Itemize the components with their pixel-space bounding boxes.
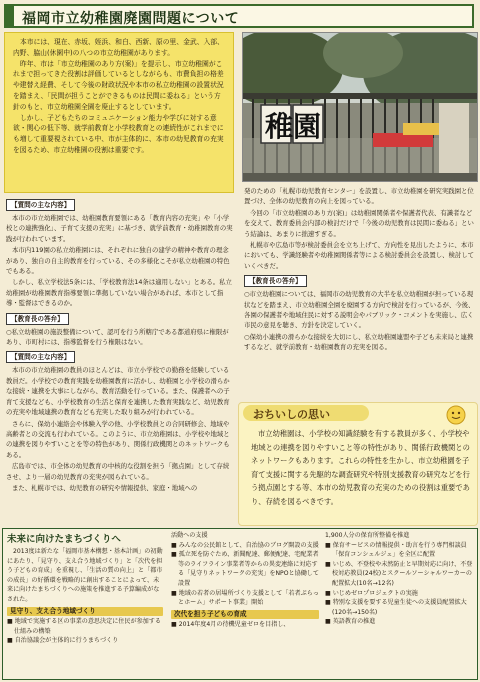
question-heading: 【質問の主な内容】 [6, 351, 75, 363]
question-paragraph: 本市内119園の私立幼稚園には、それぞれに独自の建学の精神や教育の理念があり、独自の自主的教育を行っている、その多様化こそが私立幼稚園の特色でもある。 [6, 246, 230, 276]
question-paragraph: 広島市では、市全体の幼児教育の中核的な役割を担う「拠点園」として存続させ、より一層の幼児教育の充実が図られている。 [6, 462, 230, 481]
page-title: 福岡市立幼稚園廃園問題について [22, 11, 240, 27]
section-bar: 次代を担う子どもの育成 [171, 610, 319, 620]
list-item: ■ いじめゼロプロジェクトの実施 [325, 589, 418, 597]
right-column [244, 186, 476, 354]
question-paragraph: しかし、私立学校法5条には、「学校教育法14条は適用しない」とある。私立幼稚園が幼稚園教育指導要領に準拠していない場合があれば、本市として指導・監督はできるのか。 [6, 278, 232, 308]
intro-paragraph: 昨年、市は「市立幼稚園のあり方(案)」を提示し、市立幼稚園がこれまで担ってきた役割は評価しているとしながらも、市費負担の格差や建替え経費、そして今後の財政状況や本市の私立幼稚園の設置状況を踏まえ、「民間が担うことができるものは民間に委ねる」という方針のもと、市立幼稚園全園を廃止するとしています。 [13, 59, 224, 111]
question-paragraph: 今回の「市立幼稚園のあり方(案)」は幼稚園関係者や保護者代表、有識者などを交えて、教育委員会内部の検討だけで「今後の幼児教育は民間に委ねる」という結論は、あまりに拙速すぎる。 [244, 208, 474, 238]
list-item: ■ 2014年度4月の待機児童ゼロを目指し、 [171, 621, 290, 629]
list-item: 活動への支援 [171, 532, 208, 539]
list-item: ■ 孤立死を防ぐため、新聞配達、郵便配達、宅配業者等のライフライン事業者等からの異変連絡に対応する「見守りネットワークの充実」をNPOと協働して設置 [171, 551, 319, 587]
answer-paragraph: ○保幼小連携の滑らかな接続を大切にし、私立幼稚園連盟や子ども未来局と連携するなど、就学前教育・幼稚園教育の充実を図る。 [244, 332, 474, 352]
opinion-body [251, 427, 471, 509]
future-heading: 未来に向けたまちづくりへ [7, 534, 121, 545]
list-item: ■ 地域の若者の居場所づくり支援として「若者ぷらっとホーム」サポート事業」開始 [171, 589, 319, 607]
question-paragraph: 札幌市や広島市等が検討委員会を立ち上げて、方向性を見出したように、本市においても、学識経験者や幼稚園関係者等による検討委員会を設置し、検討していくべきだ。 [244, 241, 475, 270]
list-item: ■ 保育サービスの情報提供・助言を行う専門相談員「保育コンシェルジュ」を全区に配置 [325, 541, 467, 559]
section-bar: 見守り、支え合う地域づくり [7, 607, 163, 617]
kindergarten-photo [242, 32, 478, 182]
left-column [6, 196, 234, 494]
question-paragraph: さらに、保幼小連絡会や体験入学の他、小学校教員との合同研修会、地域や高齢者との交流も行われている。このように、市立幼稚園は、小学校や地域との連携を図りやすいことを等の特色があり、関係行政機関とのネットワークもある。 [6, 419, 230, 459]
future-intro: 2013度は新たな「福岡市基本構想・基本計画」の初動にあたり、「見守り、支え合う地域づくり」と「次代を担う子どもの育成」を重視し、「生活の質の向上」と「都市の成長」の好循環を戦略的に創出することによって、未来に向けたまちづくりへの施策を推進する予算編成がなされた。 [7, 548, 163, 603]
intro-paragraph: 本市には、現在、赤坂、姪浜、和白、西新、原の里、金武、入部、内野、脇山(休園中)の八つの市立幼稚園があります。 [13, 38, 224, 57]
question-heading: 【質問の主な内容】 [6, 199, 75, 211]
title-accent-bar [6, 6, 14, 26]
list-item: ■ 地域で実施する区の事業の意思決定に住民が参加する仕組みの構築 [7, 618, 161, 635]
answer-heading: 【教育長の答弁】 [6, 313, 69, 325]
list-item: ■ 特別な支援を要する児童生徒への支援員配置拡大(120名→150名) [325, 599, 467, 616]
future-box [2, 528, 478, 680]
intro-box [4, 32, 234, 193]
opinion-paragraph: 市立幼稚園は、小学校の知識経験を有する教員が多く、小学校や地域との連携を図りやすいこと等の特性があり、関係行政機関とのネットワークもあります。これらの特性を生かし、市立幼稚園を子育て支援に関する先駆的な調査研究や特別支援教育の研究などを行う拠点園とする等、本市の幼児教育の充実のための役割は重要であり、存続を図るべきです。 [251, 429, 470, 506]
list-item: ■ みんなの公民館として、自治協のブログ開設の支援 [171, 541, 319, 549]
list-item: 1,900人分の保育所整備を推進 [325, 532, 410, 539]
sign-text: 稚園 [265, 110, 322, 143]
list-item: ■ いじめ、不登校や未然防止と早期対応に向け、不登校対応教員(24校)とスクールソーシャルワーカーの配置拡大(10名→12名) [325, 560, 473, 587]
answer-heading: 【教育長の答弁】 [244, 275, 307, 287]
answer-paragraph: ○私立幼稚園の施設整備について、認可を行う所轄庁である都道府県に権限があり、市町村には、指導監督を行う権限はない。 [6, 327, 229, 347]
opinion-heading-pill [243, 405, 369, 421]
list-item: ■ 英語教育の推進 [325, 618, 376, 626]
smiley-icon [443, 405, 469, 429]
future-left-column [7, 547, 163, 646]
list-item: ■ 自治協議会が主体的に行うまちづくり [7, 637, 119, 645]
future-middle-column [171, 531, 319, 630]
future-right-column [325, 531, 473, 627]
page-title-box [4, 4, 474, 28]
question-paragraph: また、札幌市では、幼児教育の研究や情報提供、家庭・地域への [12, 483, 198, 492]
opinion-box [238, 402, 478, 526]
opinion-title: おちいしの思い [253, 408, 330, 421]
question-paragraph: 本市の市立幼稚園では、幼稚園教育要領にある「教育内容の充実」や「小学校との連携強化」、子育て支援の充実」に基づき、就学前教育・幼稚園教育の実践が行われています。 [6, 214, 233, 243]
question-paragraph: 本市の市立幼稚園の教員のほとんどは、市立小学校での勤務を経験している教員だ。小学校での教育実践を幼稚園教育に活かし、幼稚園と小学校の滑らかな接続・連携を大事にしながら、教育活動を行っている。また、保護者への子育て支援なども、小学校教育の生活と保育を連携した教育実践など、幼児教育の充実や地域連携の教育なども充実した取り組みが行われている。 [6, 366, 230, 417]
intro-paragraph: しかし、子どもたちのコミュニケーション能力や学びに対する意欲・関心の低下等、就学前教育と小学校教育との連続性がこれまでにも増して重要視されている中、市が主体的に、本市の幼児教育の充実を図るため、市立幼稚園の役割は重要です。 [13, 113, 224, 154]
answer-paragraph: ○市立幼稚園については、福岡市の幼児教育の大半を私立幼稚園が担っている現状などを踏まえ、市立幼稚園全園を廃園する方向で検討を行っているが、今後、各園の保護者や地域住民に対する説明会やパブリック・コメントを実施し、広く市民の意見を聴き、方針を決定していく。 [244, 290, 475, 330]
question-paragraph: 発のための「札幌市幼児教育センター」を設置し、市立幼稚園を研究実践園と位置づけ、全体の幼児教育の向上を図っている。 [244, 187, 474, 206]
